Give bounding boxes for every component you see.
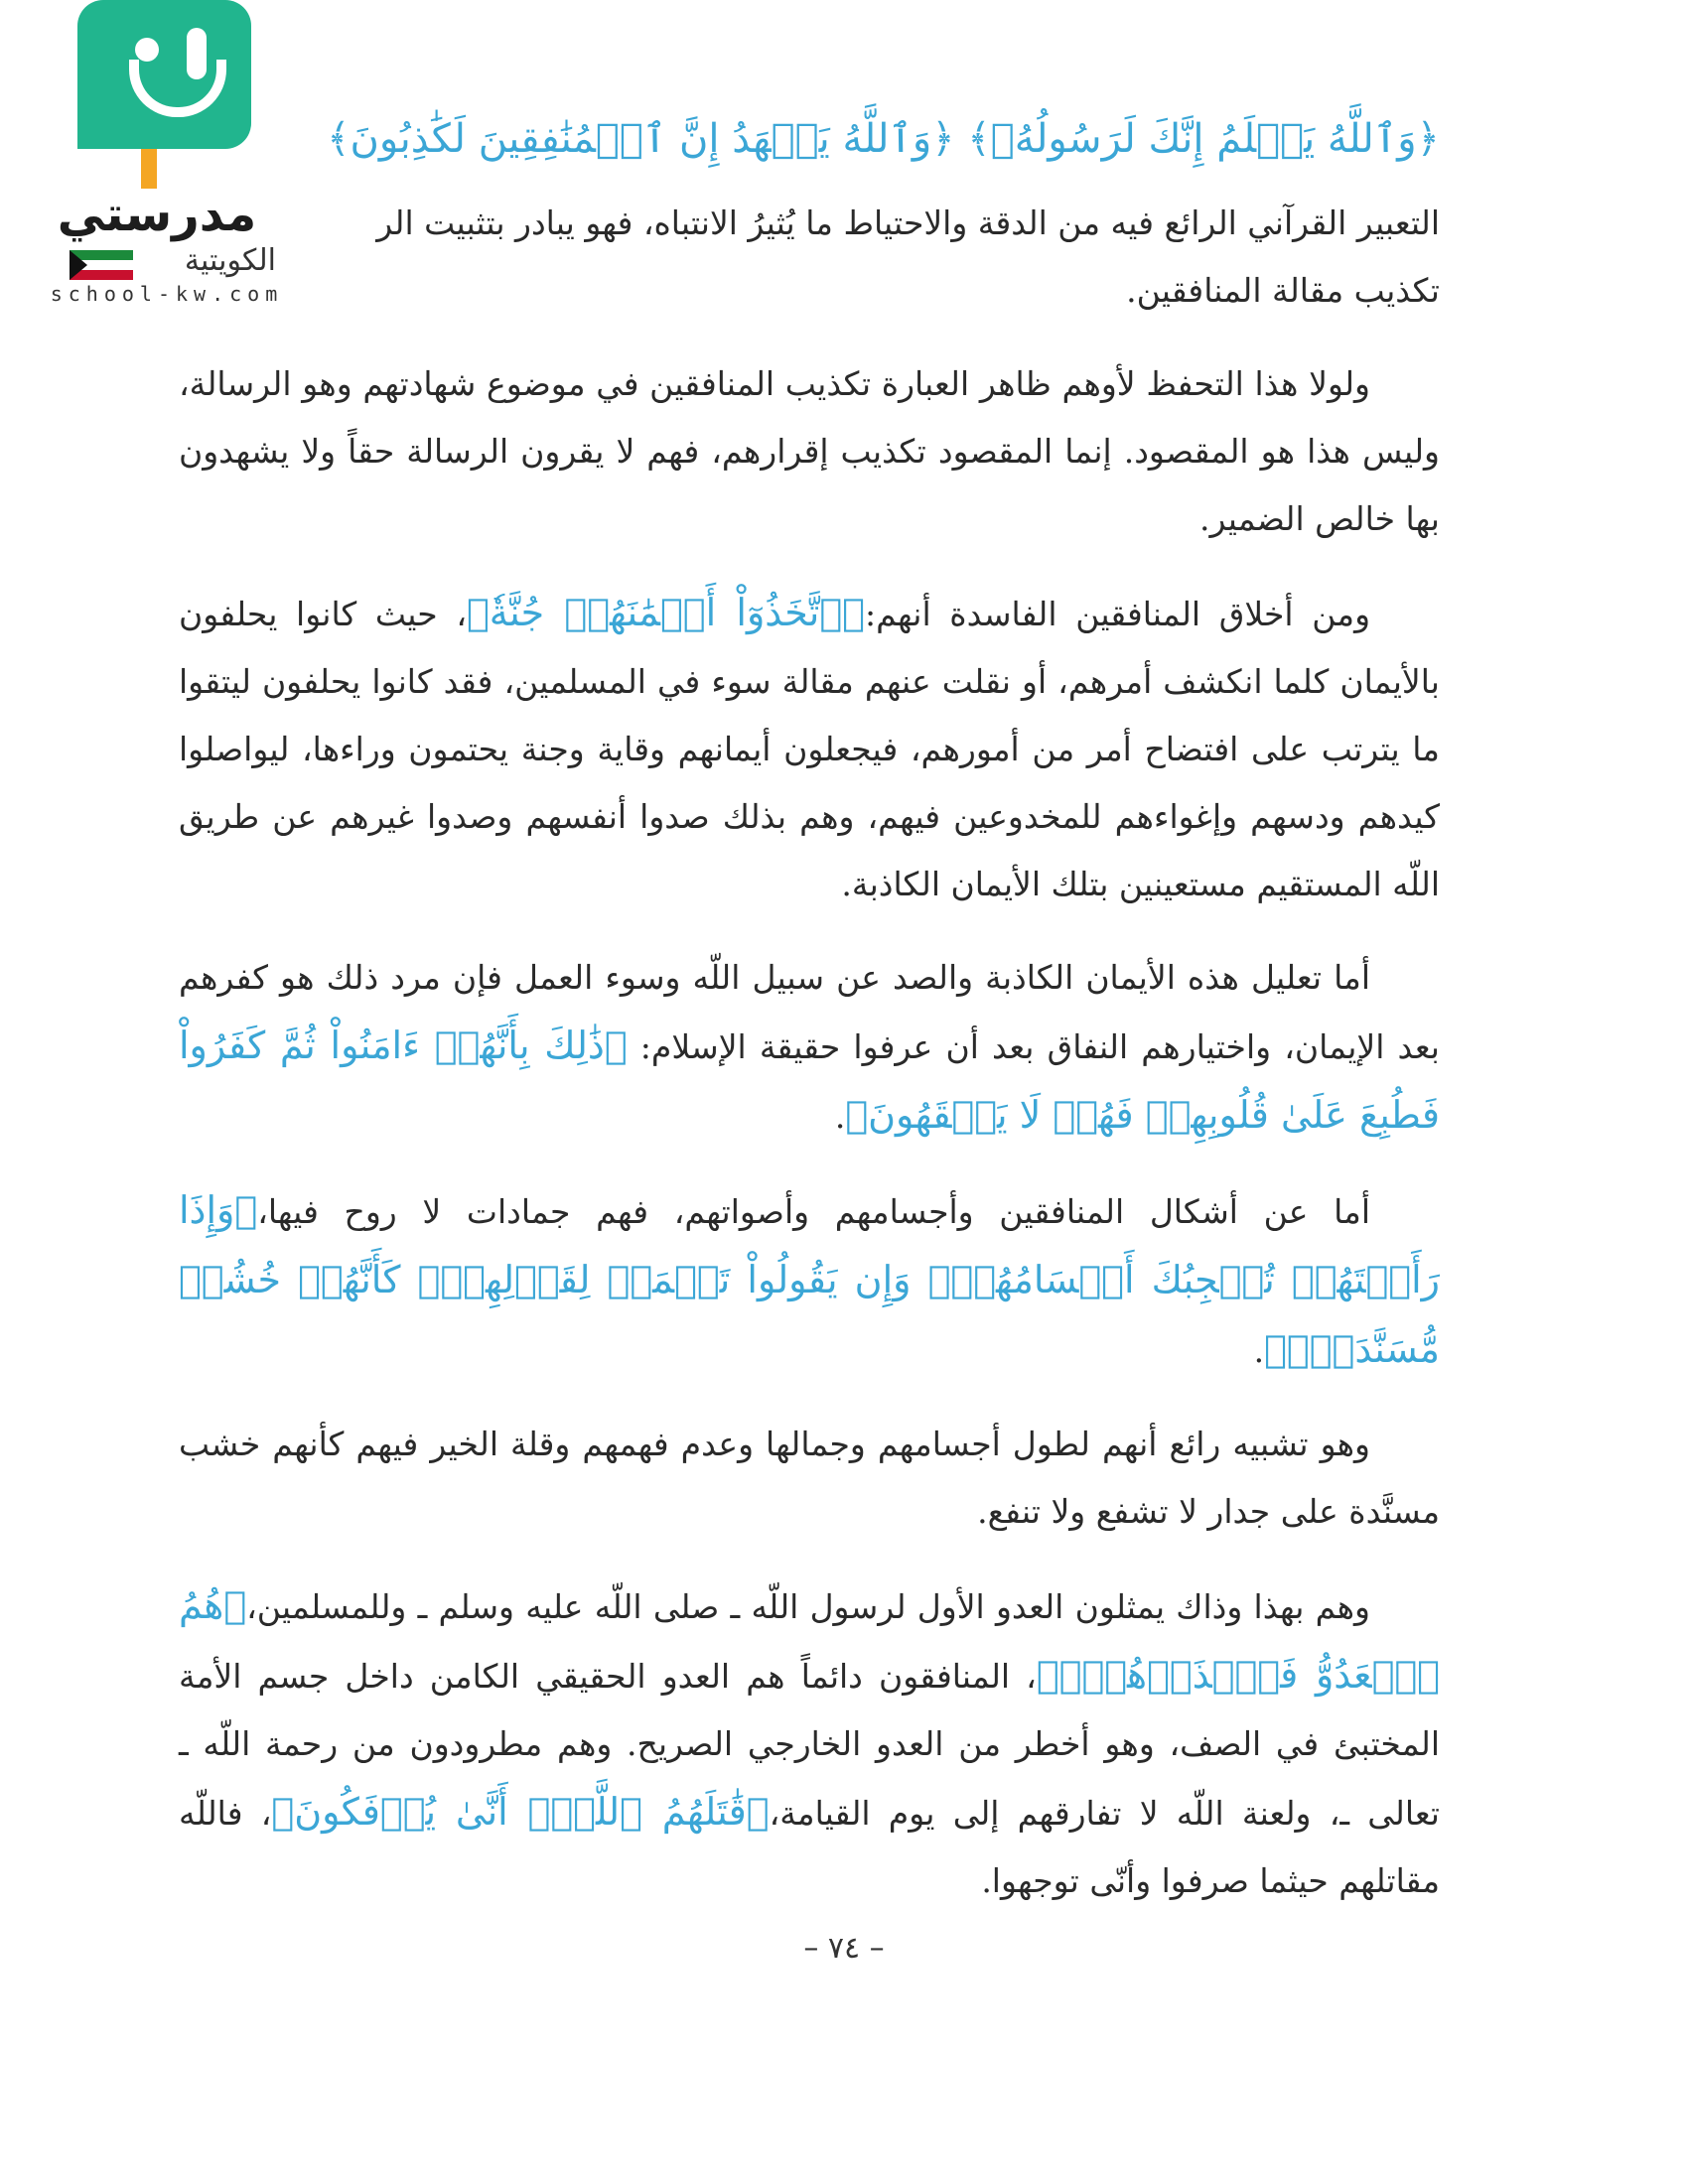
paragraph-7-text-c: ، فاللّه مقاتلهم حيثما صرفوا وأنّى توجهوا. [179,1794,1440,1900]
paragraph-6: وهو تشبيه رائع أنهم لطول أجسامهم وجمالها وعدم فهمهم وقلة الخير فيهم كأنهم خشب مسنَّدة على جدار لا تشفع ولا تنفع. [179,1425,1440,1531]
logo-name: مدرستي [57,187,257,242]
paragraph-2: ولولا هذا التحفظ لأوهم ظاهر العبارة تكذيب المنافقين في موضوع شهادتهم وهو الرسالة، وليس هذا هو المقصود. إنما المقصود تكذيب إقرارهم، فهم لا يقرون الرسالة حقاً ولا يشهدون بها خالص الضمير. [179,364,1440,538]
paragraph-1-line-1: التعبير القرآني الرائع فيه من الدقة والاحتياط ما يُثيرُ الانتباه، فهو يبادر بتثبيت الر [376,204,1440,242]
paragraph-4-verse: ﴿ذَٰلِكَ بِأَنَّهُمۡ ءَامَنُواْ ثُمَّ كَفَرُواْ فَطُبِعَ عَلَىٰ قُلُوبِهِمۡ فَهُمۡ لَا يَفۡقَهُونَ﴾ [179,1024,1440,1137]
logo-url: school-kw.com [50,282,284,306]
paragraph-7-verse-2: ﴿قَٰتَلَهُمُ ٱللَّهُۖ أَنَّىٰ يُؤۡفَكُونَ﴾ [271,1790,770,1834]
paragraph-5-text-b: . [1253,1331,1265,1370]
paragraph-4-text-b: . [834,1097,846,1136]
paragraph-7-text-a: وهم بهذا وذاك يمثلون العدو الأول لرسول اللّه ـ صلى اللّه عليه وسلم ـ وللمسلمين، [246,1587,1370,1626]
paragraph-3-text-b: ، حيث كانوا يحلفون بالأيمان كلما انكشف أمرهم، أو نقلت عنهم مقالة سوء في المسلمين، فقد كانوا يحلفون ليتقوا ما يترتب على افتضاح أمر من أمورهم، فيجعلون أيمانهم وقاية وجنة يحتمون وراءها، ليواصلوا كيدهم ودسهم وإغواءهم للمخدوعين فيهم، وهم بذلك صدوا أنفسهم وصدوا غيرهم عن طريق اللّه المستقيم مستعينين بتلك الأيمان الكاذبة. [179,595,1440,903]
paragraph-4-text-a: أما تعليل هذه الأيمان الكاذبة والصد عن سبيل اللّه وسوء العمل فإن مرد ذلك هو كفرهم بعد الإيمان، واختيارهم النفاق بعد أن عرفوا حقيقة الإسلام: [179,958,1440,1066]
verse-top: ﴿وَٱللَّهُ يَعۡلَمُ إِنَّكَ لَرَسُولُهُۥ﴾ ﴿وَٱللَّهُ يَشۡهَدُ إِنَّ ٱلۡمُنَٰفِقِينَ لَكَٰذِبُونَ﴾ [327,116,1440,162]
paragraph-3 [179,579,1440,918]
page-content [179,94,1440,1941]
logo-country: الكويتية [184,243,276,278]
paragraph-3-text-a: ومن أخلاق المنافقين الفاسدة أنهم: [864,595,1371,633]
paragraph-5-text-a: أما عن أشكال المنافقين وأجسامهم وأصواتهم، فهم جمادات لا روح فيها، [257,1192,1370,1231]
paragraph-3-verse: ﴿ٱتَّخَذُوٓاْ أَيۡمَٰنَهُمۡ جُنَّةٗ﴾ [467,591,865,634]
page-number: – ٧٤ – [803,1931,885,1966]
paragraph-4 [179,944,1440,1151]
paragraph-7-verse-1: ﴿هُمُ ٱلۡعَدُوُّ فَٱحۡذَرۡهُمۡۚ﴾ [179,1583,1440,1697]
paragraph-7 [179,1571,1440,1915]
paragraph-5 [179,1176,1440,1385]
kuwait-flag-icon [70,250,133,280]
paragraph-5-verse: ﴿وَإِذَا رَأَيۡتَهُمۡ تُعۡجِبُكَ أَجۡسَامُهُمۡۖ وَإِن يَقُولُواْ تَسۡمَعۡ لِقَوۡلِهِمۡۖ كَأَنَّهُمۡ خُشُبٞ مُّسَنَّدَةٞۖ﴾ [179,1188,1440,1371]
paragraph-7-text-b: ، المنافقون دائماً هم العدو الحقيقي الكامن داخل جسم الأمة المختبئ في الصف، وهو أخطر من العدو الخارجي الصريح. وهم مطرودون من رحمة اللّه ـ تعالى ـ، ولعنة اللّه لا تفارقهم إلى يوم القيامة، [179,1657,1440,1833]
paragraph-1-line-2: تكذيب مقالة المنافقين. [1126,271,1440,310]
paragraph-1 [179,190,1440,325]
